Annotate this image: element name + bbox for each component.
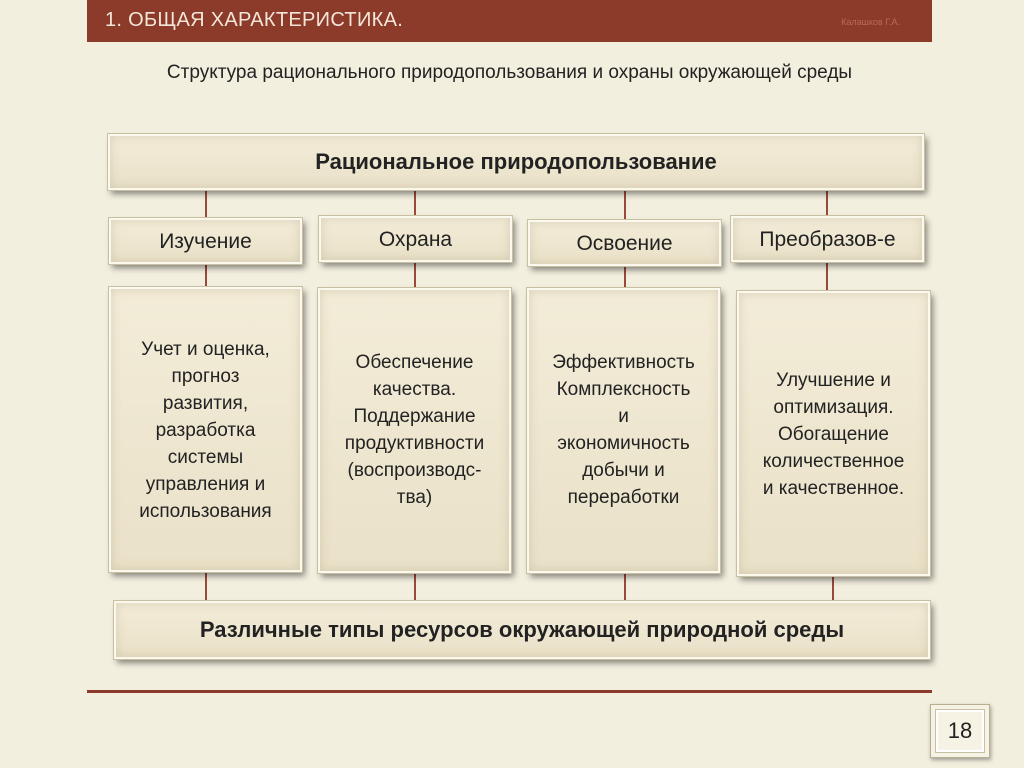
detail-line: экономичность	[557, 433, 690, 454]
detail-line: тва)	[396, 487, 433, 508]
slide-subtitle: Структура рационального природопользования и охраны окружающей среды	[166, 62, 853, 83]
detail-line: и качественное.	[762, 478, 905, 499]
category-box-transformation: Преобразов-е	[731, 216, 924, 262]
detail-line: Улучшение и	[776, 370, 891, 391]
author-label: Калашков Г.А.	[841, 17, 900, 27]
connector-line	[826, 190, 828, 216]
detail-line: разработка	[155, 420, 256, 441]
category-box-protection: Охрана	[319, 216, 512, 262]
bottom-concept-box: Различные типы ресурсов окружающей природной среды	[114, 601, 930, 659]
detail-line: качества.	[372, 379, 457, 400]
detail-line: (воспроизводс-	[347, 460, 482, 481]
top-concept-box: Рациональное природопользование	[108, 134, 924, 190]
detail-box-transformation	[737, 291, 930, 576]
detail-line: прогноз	[171, 366, 240, 387]
connector-line	[414, 573, 416, 601]
connector-line	[414, 262, 416, 288]
category-box-development: Освоение	[528, 220, 721, 266]
connector-line	[624, 573, 626, 601]
detail-line: Учет и оценка,	[141, 339, 270, 360]
connector-line	[832, 576, 834, 601]
detail-line: и	[618, 406, 629, 427]
detail-line: добычи и	[582, 460, 665, 481]
detail-line: Комплексность	[556, 379, 691, 400]
detail-line: продуктивности	[344, 433, 485, 454]
page-number: 18	[936, 710, 984, 752]
header-bar	[87, 0, 932, 42]
footer-divider	[87, 690, 932, 693]
category-box-study: Изучение	[109, 218, 302, 264]
detail-box-study	[109, 287, 302, 572]
connector-line	[414, 190, 416, 216]
slide-title: 1. ОБЩАЯ ХАРАКТЕРИСТИКА.	[105, 9, 404, 31]
connector-line	[624, 266, 626, 288]
detail-box-development	[527, 288, 720, 573]
connector-line	[205, 264, 207, 287]
detail-line: использования	[139, 501, 272, 522]
connector-line	[624, 190, 626, 220]
connector-line	[826, 262, 828, 291]
detail-line: Обогащение	[778, 424, 889, 445]
page-number-box	[930, 704, 990, 758]
detail-line: Поддержание	[353, 406, 476, 427]
connector-line	[205, 572, 207, 601]
detail-line: количественное	[762, 451, 905, 472]
detail-line: развития,	[162, 393, 249, 414]
detail-line: переработки	[567, 487, 680, 508]
detail-line: Эффективность	[552, 352, 695, 373]
detail-box-protection	[318, 288, 511, 573]
detail-line: оптимизация.	[773, 397, 894, 418]
connector-line	[205, 190, 207, 218]
detail-line: управления и	[145, 474, 266, 495]
detail-line: Обеспечение	[355, 352, 474, 373]
detail-line: системы	[167, 447, 244, 468]
